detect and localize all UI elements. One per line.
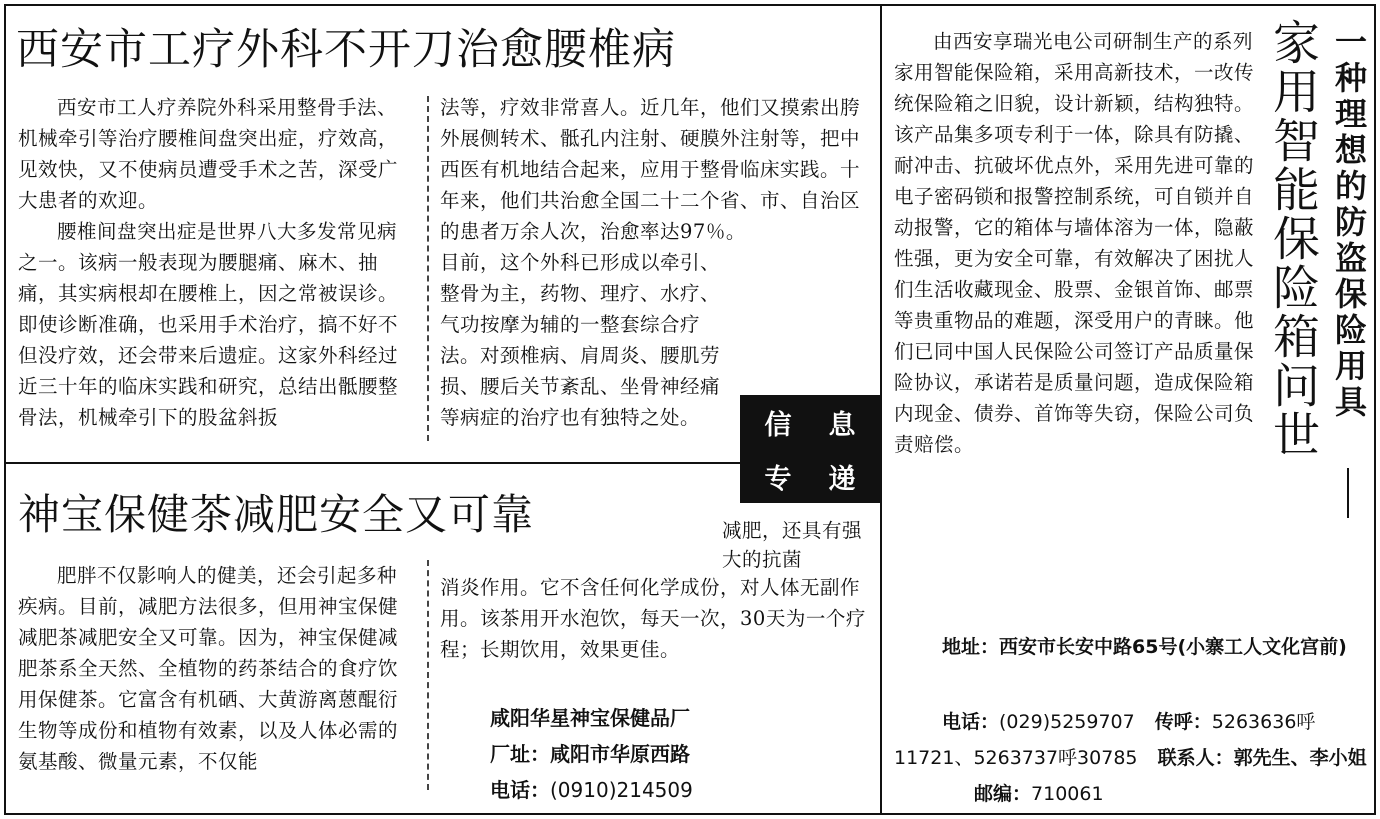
- safe-ad-subtitle: 一种理想的防盗保险用具: [1330, 25, 1368, 421]
- badge-char: 专: [764, 463, 792, 495]
- tea-address: [490, 738, 690, 770]
- safe-phone: [894, 704, 1370, 812]
- badge-char: 递: [828, 463, 856, 495]
- tea-address-value: 咸阳市华原西路: [550, 742, 690, 766]
- tea-ad-column-2: [440, 572, 868, 665]
- safe-address-value: 西安市长安中路65号(小寨工人文化宫前): [999, 636, 1347, 658]
- tea-phone-label: 电话：: [490, 778, 550, 802]
- safe-pager-label: 传呼：: [1154, 711, 1212, 733]
- spine-ad-column-2: [440, 92, 868, 433]
- tea-ad-headline: 神宝保健茶减肥安全又可靠: [18, 490, 535, 539]
- tea-maker: 咸阳华星神宝保健品厂: [490, 706, 690, 730]
- spine-ad-column-1: [18, 92, 416, 433]
- safe-ad-paragraph: 由西安享瑞光电公司研制生产的系列家用智能保险箱，采用高新技术，一改传统保险箱之旧貌，设计新颖，结构独特。该产品集多项专利于一体，除具有防撬、耐冲击、抗破坏优点外，采用先进可靠的电子密码锁和报警控制系统，可自锁并自动报警，它的箱体与墙体溶为一体，隐蔽性强，更为安全可靠，有效解决了困扰人们生活收藏现金、股票、金银首饰、邮票等贵重物品的难题，深受用户的青睐。他们已同中国人民保险公司签订产品质量保险协议，承诺若是质量问题，造成保险箱内现金、债券、首饰等失窃，保险公司负责赔偿。: [894, 30, 1255, 456]
- safe-address-label: 地址：: [942, 636, 1000, 658]
- tea-ad-paragraph: 消炎作用。它不含任何化学成份，对人体无副作用。该茶用开水泡饮，每天一次，30天为一个疗程；长期饮用，效果更佳。: [440, 576, 866, 661]
- spine-ad-paragraph: 目前，这个外科已形成以牵引、整骨为主，药物、理疗、水疗、气功按摩为辅的一整套综合疗法。对颈椎病、肩周炎、腰肌劳损、腰后关节紊乱、坐骨神经痛等病症的治疗也有独特之处。: [440, 251, 721, 429]
- tea-ad-column-2-top: 减肥，还具有强大的抗菌: [722, 519, 863, 571]
- safe-address: [894, 630, 1364, 664]
- badge-char: 息: [828, 409, 856, 441]
- safe-contact-label: 联系人：: [1157, 747, 1234, 769]
- safe-postcode-value: 710061: [1031, 783, 1104, 805]
- tea-phone-value: (0910)214509: [550, 778, 693, 802]
- tea-ad-column-1: [18, 560, 416, 777]
- spine-ad-paragraph: 法等，疗效非常喜人。近几年，他们又摸索出胯外展侧转术、骶孔内注射、硬膜外注射等，把中西医有机地结合起来，应用于整骨临床实践。十年来，他们共治愈全国二十二个省、市、自治区的患者万余人次，治愈率达97％。: [440, 96, 861, 243]
- safe-postcode-label: 邮编：: [974, 783, 1032, 805]
- tea-phone: [490, 774, 693, 806]
- safe-contact-value: 郭先生、李小姐: [1233, 747, 1367, 769]
- safe-ad-title: 家用智能保险箱问世: [1265, 18, 1320, 459]
- spine-ad-paragraph: 西安市工人疗养院外科采用整骨手法、机械牵引等治疗腰椎间盘突出症，疗效高，见效快，又不使病员遭受手术之苦，深受广大患者的欢迎。: [18, 96, 399, 212]
- tea-ad-paragraph: 肥胖不仅影响人的健美，还会引起多种疾病。目前，减肥方法很多，但用神宝保健减肥茶减肥安全又可靠。因为，神宝保健减肥茶系全天然、全植物的药茶结合的食疗饮用保健茶。它富含有机硒、大黄游离蒽醌衍生物等成份和植物有效素，以及人体必需的氨基酸、微量元素，不仅能: [18, 564, 399, 773]
- badge-char: 信: [764, 409, 792, 441]
- spine-ad-paragraph: 腰椎间盘突出症是世界八大多发常见病之一。该病一般表现为腰腿痛、麻木、抽痛，其实病根却在腰椎上，因之常被误诊。即使诊断准确，也采用手术治疗，搞不好不但没疗效，还会带来后遗症。这家外科经过近三十年的临床实践和研究，总结出骶腰整骨法，机械牵引下的股盆斜扳: [18, 220, 399, 429]
- safe-ad-body: [894, 26, 1262, 460]
- column-divider: [427, 96, 429, 441]
- news-express-badge: [740, 395, 880, 503]
- tea-address-label: 厂址：: [490, 742, 550, 766]
- safe-phone-label: 电话：: [942, 711, 1000, 733]
- spine-ad-headline: 西安市工疗外科不开刀治愈腰椎病: [16, 25, 676, 75]
- safe-phone-value: (029)5259707: [999, 711, 1135, 733]
- safe-pager-value: 5263636呼11721、5263737呼30785: [894, 711, 1316, 769]
- subtitle-dash: [1347, 468, 1349, 518]
- column-divider: [427, 560, 429, 790]
